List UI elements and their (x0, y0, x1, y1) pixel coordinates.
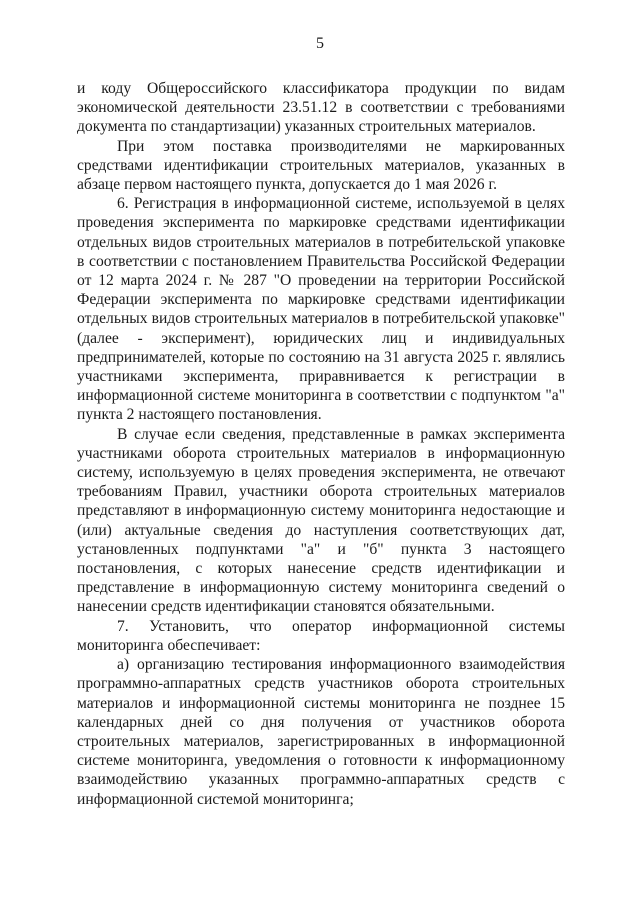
document-body (77, 79, 565, 809)
paragraph-item-6-registration: 6. Регистрация в информационной системе, используемой в целях проведения эксперимента по маркировке средствами идентификации отдельных видов строительных материалов в потребительской упаковке в соответствии с постановлением Правительства Российской Федерации от 12 марта 2024 г. № 287 "О проведении на территории Российской Федерации эксперимента по маркировке средствами идентификации отдельных видов строительных материалов в потребительской упаковке" (далее - эксперимент), юридических лиц и индивидуальных предпринимателей, которые по состоянию на 31 августа 2025 г. являлись участниками эксперимента, приравнивается к регистрации в информационной системе мониторинга в соответствии с подпунктом "а" пункта 2 настоящего постановления. (77, 195, 565, 424)
paragraph-item-7a-testing: а) организацию тестирования информационного взаимодействия программно-аппаратных средств участников оборота строительных материалов и информационной системы мониторинга не позднее 15 календарных дней со дня получения от участников оборота строительных материалов, зарегистрированных в информационной системе мониторинга, уведомления о готовности к информационному взаимодействию указанных программно-аппаратных средств с информационной системой мониторинга; (77, 656, 565, 808)
paragraph-item-6-missing-data: В случае если сведения, представленные в рамках эксперимента участниками оборота строительных материалов в информационную систему, используемую в целях проведения эксперимента, не отвечают требованиям Правил, участники оборота строительных материалов представляют в информационную систему мониторинга недостающие и (или) актуальные сведения до наступления соответствующих дат, установленных подпунктами "а" и "б" пункта 3 настоящего постановления, с которых нанесение средств идентификации и представление в информационную систему мониторинга сведений о нанесении средств идентификации становятся обязательными. (77, 425, 565, 616)
paragraph-continuation: и коду Общероссийского классификатора продукции по видам экономической деятельности 23.51.12 в соответствии с требованиями документа по стандартизации) указанных строительных материалов. (77, 80, 565, 136)
paragraph-item-7-operator: 7. Установить, что оператор информационной системы мониторинга обеспечивает: (77, 617, 565, 654)
page-number: 5 (316, 35, 324, 52)
paragraph-delivery-deadline: При этом поставка производителями не маркированных средствами идентификации строительных материалов, указанных в абзаце первом настоящего пункта, допускается до 1 мая 2026 г. (77, 137, 565, 194)
